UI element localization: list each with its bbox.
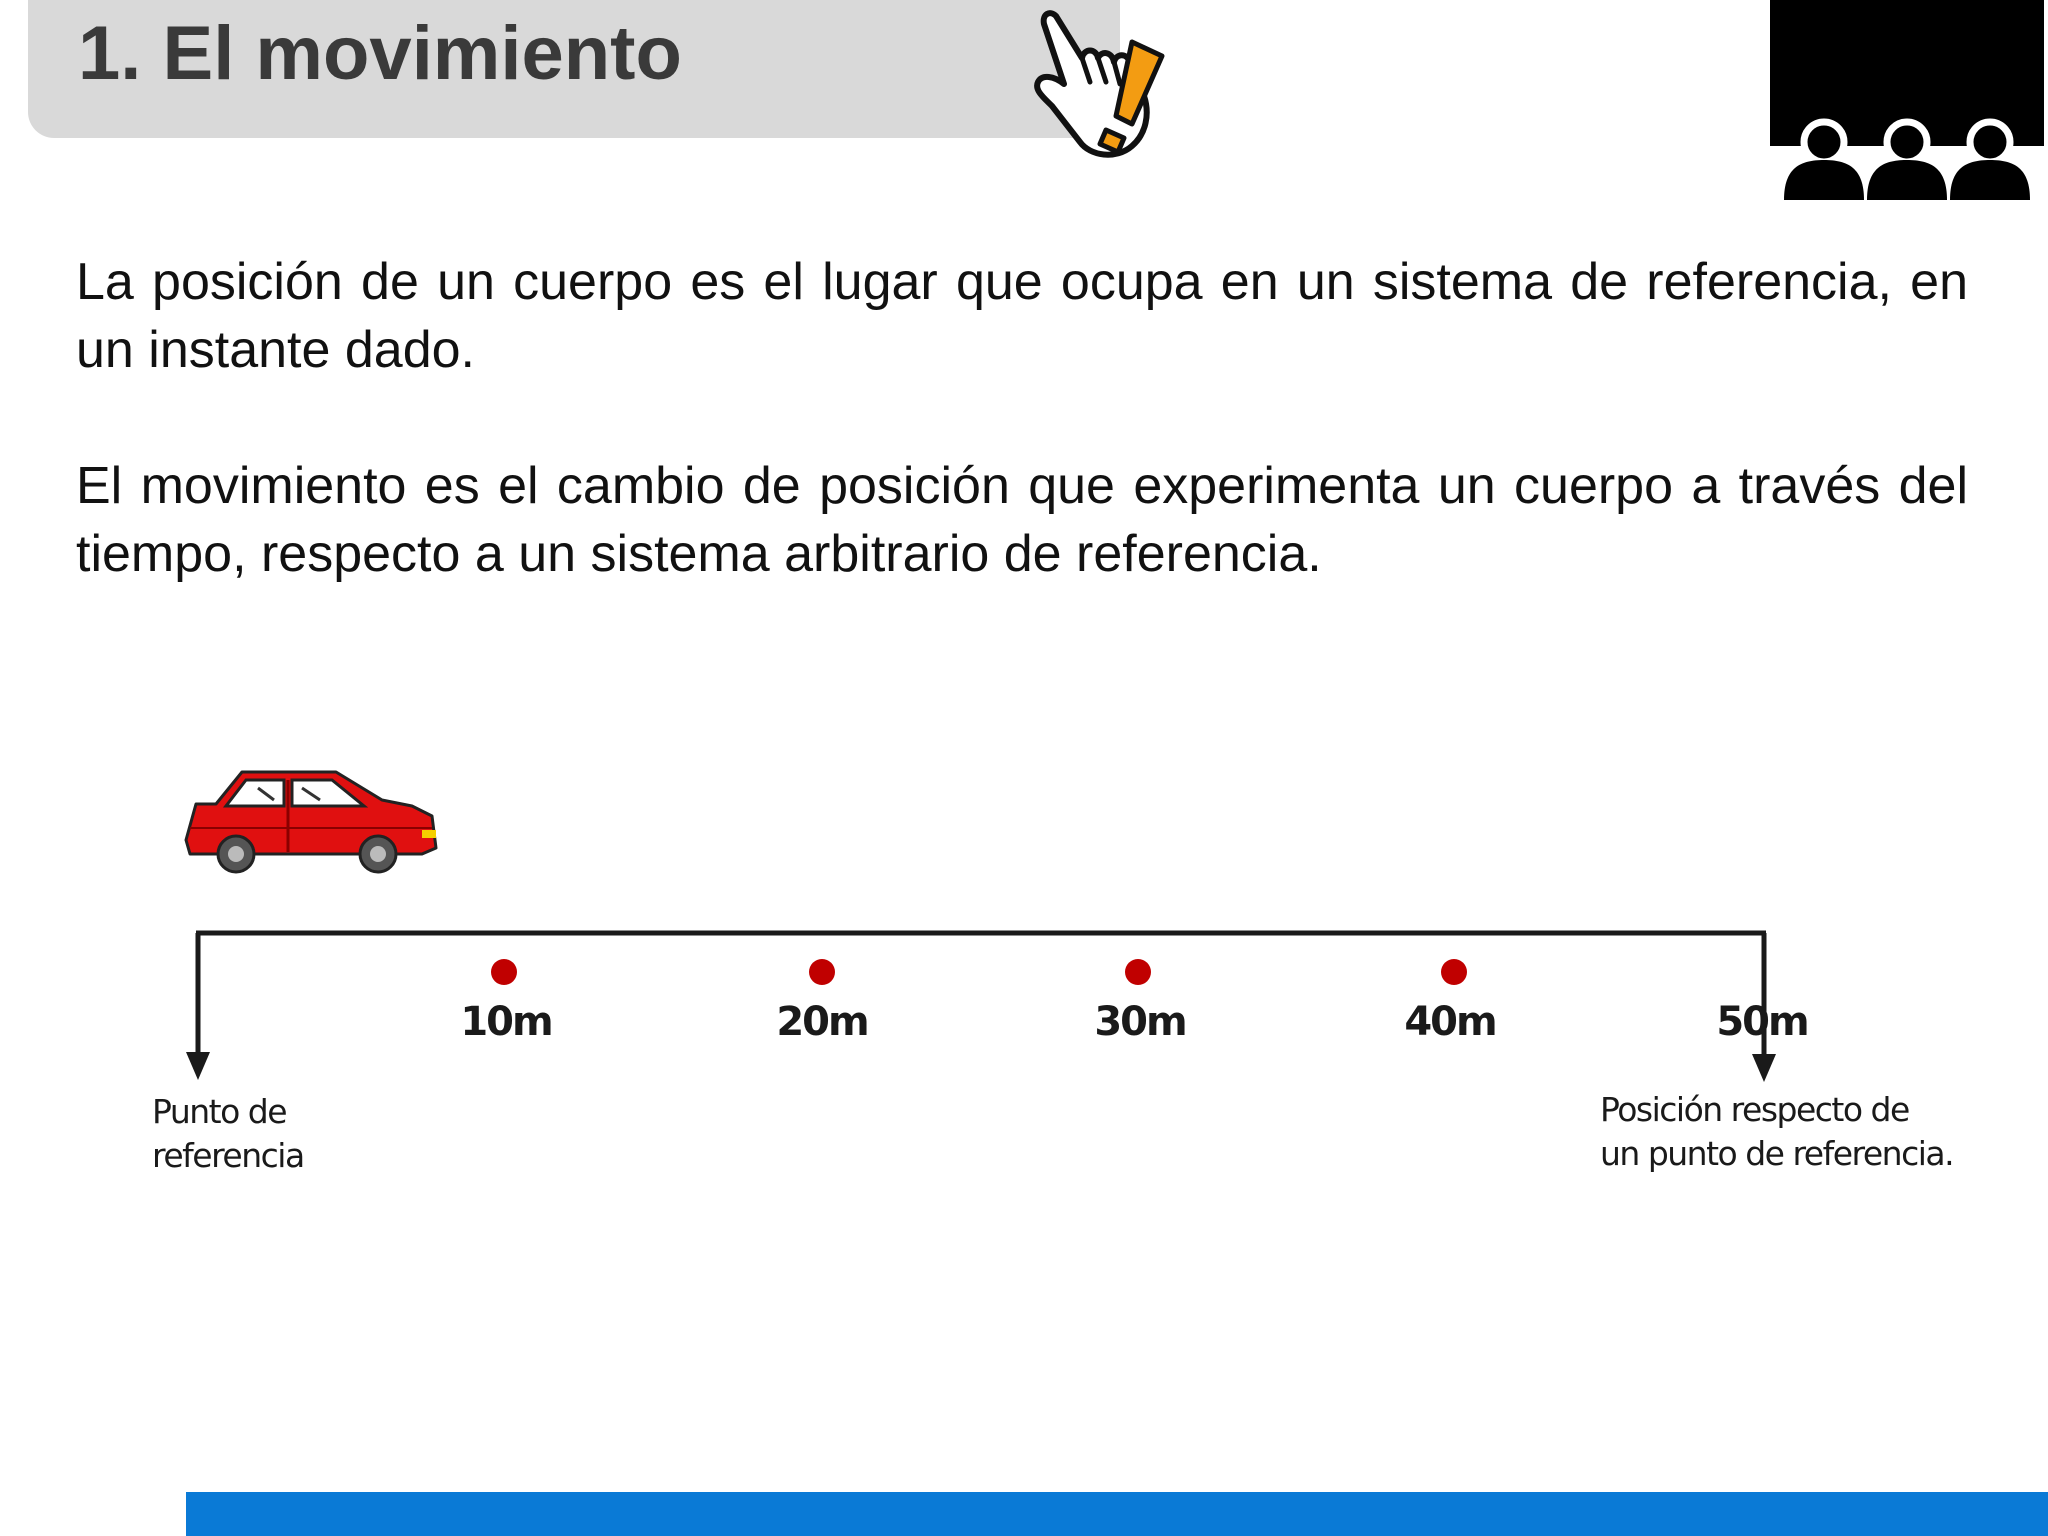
marker-20m	[809, 959, 835, 985]
position-arrow-head	[1752, 1054, 1776, 1082]
position-diagram	[150, 750, 1970, 1210]
audience-icon	[1770, 0, 2044, 210]
reference-arrow-head	[186, 1052, 210, 1080]
tick-label-30m: 30m	[1094, 999, 1186, 1045]
position-definition: La posición de un cuerpo es el lugar que ocupa en un sistema de referencia, en un instante dado.	[76, 253, 1968, 379]
position-label-line1: Posición respecto de	[1600, 1090, 1909, 1129]
tick-label-20m: 20m	[776, 999, 868, 1045]
tick-label-10m: 10m	[460, 999, 552, 1045]
tick-label-40m: 40m	[1404, 999, 1496, 1045]
page-title: 1. El movimiento	[78, 11, 682, 96]
position-label	[1600, 1088, 1953, 1176]
reference-label-line1: Punto de	[152, 1092, 287, 1131]
movement-definition: El movimiento es el cambio de posición que experimenta un cuerpo a través del tiempo, respecto a un sistema arbitrario de referencia.	[76, 457, 1968, 583]
marker-10m	[491, 959, 517, 985]
pointing-hand-warning-icon	[1020, 2, 1170, 172]
marker-30m	[1125, 959, 1151, 985]
reference-label-line2: referencia	[152, 1136, 304, 1175]
car-image	[186, 772, 436, 872]
tick-label-50m: 50m	[1716, 999, 1808, 1045]
position-label-line2: un punto de referencia.	[1600, 1134, 1954, 1173]
marker-40m	[1441, 959, 1467, 985]
reference-point-label	[152, 1090, 304, 1178]
footer-accent-bar	[186, 1492, 2048, 1536]
